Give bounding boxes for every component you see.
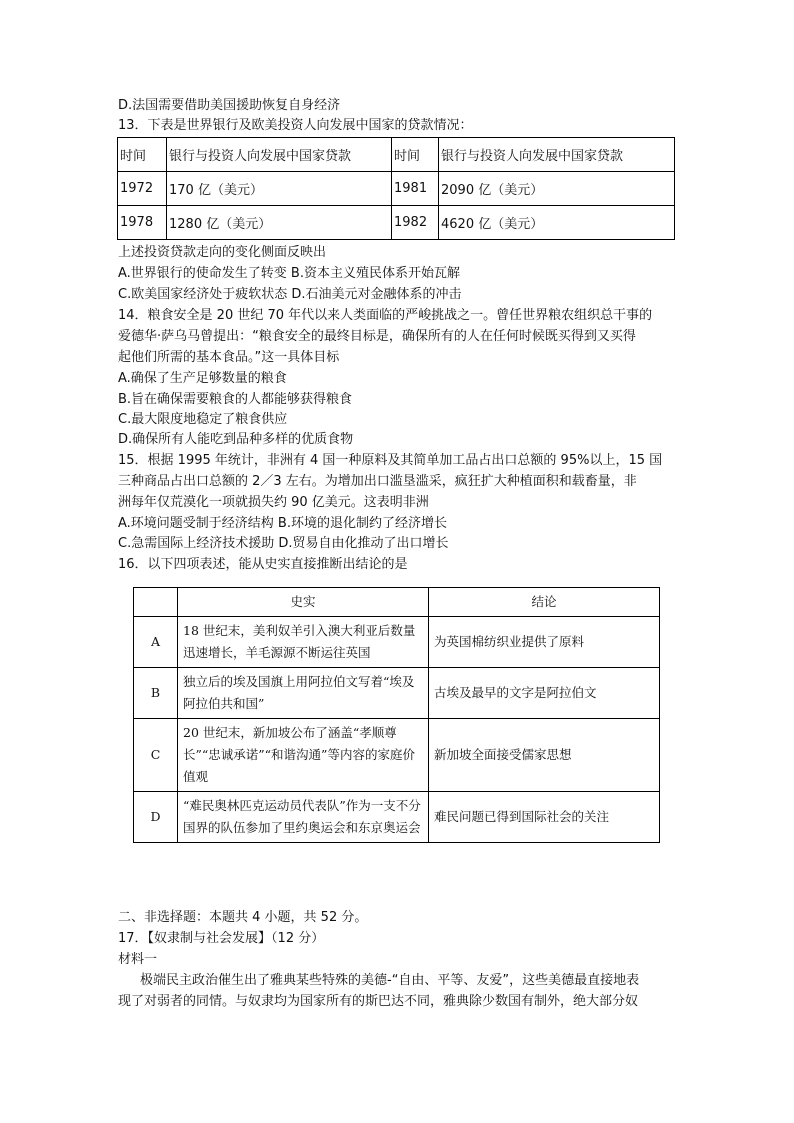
material-label: 材料一 bbox=[118, 952, 158, 967]
table-cell: 170 亿（美元） bbox=[167, 172, 392, 206]
fact-cell: 独立后的埃及国旗上用阿拉伯文写着“埃及阿拉伯共和国” bbox=[178, 668, 429, 719]
q13-options-cd: C.欧美国家经济处于疲软状态 D.石油美元对金融体系的冲击 bbox=[118, 287, 462, 302]
table-header: 时间 bbox=[392, 138, 439, 172]
table-cell: 1978 bbox=[118, 206, 167, 240]
q17-title: 17．【奴隶制与社会发展】（12 分） bbox=[118, 931, 325, 946]
table-header-fact: 史实 bbox=[178, 588, 429, 617]
q13-question: 上述投资贷款走向的变化侧面反映出 bbox=[118, 245, 327, 260]
row-letter: D bbox=[134, 792, 178, 843]
table-header-conclusion: 结论 bbox=[429, 588, 660, 617]
table-row bbox=[134, 719, 660, 792]
conclusion-cell: 难民问题已得到国际社会的关注 bbox=[429, 792, 660, 843]
q14-stem-line2: 爱德华·萨乌马曾提出：“粮食安全的最终目标是，确保所有的人在任何时候既买得到又买得 bbox=[118, 329, 636, 344]
q15-stem-line2: 三种商品占出口总额的 2／3 左右。为增加出口滥垦滥采，疯狂扩大种植面积和载畜量，非 bbox=[118, 474, 637, 489]
fact-cell: 20 世纪末，新加坡公布了涵盖“孝顺尊长”“忠诚承诺”“和谐沟通”等内容的家庭价值观 bbox=[178, 719, 429, 792]
q14-option-d: D.确保所有人能吃到品种多样的优质食物 bbox=[118, 432, 354, 447]
q15-stem-line3: 洲每年仅荒漠化一项就损失约 90 亿美元。这表明非洲 bbox=[118, 495, 429, 510]
q14-stem-line1: 14．粮食安全是 20 世纪 70 年代以来人类面临的严峻挑战之一。曾任世界粮农组织总干事的 bbox=[118, 308, 653, 323]
table-header-row bbox=[118, 138, 675, 172]
table-header-blank bbox=[134, 588, 178, 617]
q13-options-ab: A.世界银行的使命发生了转变 B.资本主义殖民体系开始瓦解 bbox=[118, 266, 460, 281]
table-header: 银行与投资人向发展中国家贷款 bbox=[439, 138, 675, 172]
q14-stem-line3: 起他们所需的基本食品。”这一具体目标 bbox=[118, 350, 340, 365]
q14-option-c: C.最大限度地稳定了粮食供应 bbox=[118, 412, 288, 427]
table-cell: 1981 bbox=[392, 172, 439, 206]
table-cell: 4620 亿（美元） bbox=[439, 206, 675, 240]
row-letter: C bbox=[134, 719, 178, 792]
conclusion-cell: 古埃及最早的文字是阿拉伯文 bbox=[429, 668, 660, 719]
row-letter: B bbox=[134, 668, 178, 719]
q12-option-d: D.法国需要借助美国援助恢复自身经济 bbox=[118, 98, 341, 113]
q15-options-ab: A.环境问题受制于经济结构 B.环境的退化制约了经济增长 bbox=[118, 516, 447, 531]
q15-stem-line1: 15．根据 1995 年统计，非洲有 4 国一种原料及其简单加工品占出口总额的 95%以上，15 国 bbox=[118, 453, 663, 468]
q14-option-a: A.确保了生产足够数量的粮食 bbox=[118, 371, 287, 386]
table-header-row bbox=[134, 588, 660, 617]
table-header: 银行与投资人向发展中国家贷款 bbox=[167, 138, 392, 172]
table-cell: 1982 bbox=[392, 206, 439, 240]
conclusion-cell: 为英国棉纺织业提供了原料 bbox=[429, 617, 660, 668]
section-heading: 二、非选择题：本题共 4 小题，共 52 分。 bbox=[118, 910, 368, 925]
row-letter: A bbox=[134, 617, 178, 668]
table-row bbox=[134, 792, 660, 843]
q16-stem: 16．以下四项表述，能从史实直接推断出结论的是 bbox=[118, 557, 408, 572]
fact-cell: 18 世纪末，美利奴羊引入澳大利亚后数量迅速增长，羊毛源源不断运往英国 bbox=[178, 617, 429, 668]
table-row bbox=[118, 206, 675, 240]
table-row bbox=[134, 617, 660, 668]
q15-options-cd: C.急需国际上经济技术援助 D.贸易自由化推动了出口增长 bbox=[118, 536, 449, 551]
table-cell: 1972 bbox=[118, 172, 167, 206]
table-cell: 1280 亿（美元） bbox=[167, 206, 392, 240]
table-header: 时间 bbox=[118, 138, 167, 172]
paragraph-line: 现了对弱者的同情。与奴隶均为国家所有的斯巴达不同，雅典除少数国有制外，绝大部分奴 bbox=[118, 994, 639, 1009]
q13-stem: 13．下表是世界银行及欧美投资人向发展中国家的贷款情况： bbox=[118, 118, 473, 133]
paragraph-line: 极端民主政治催生出了雅典某些特殊的美德-“自由、平等、友爱”，这些美德最直接地表 bbox=[140, 973, 640, 988]
conclusion-cell: 新加坡全面接受儒家思想 bbox=[429, 719, 660, 792]
q16-fact-table bbox=[133, 587, 660, 843]
q14-option-b: B.旨在确保需要粮食的人都能够获得粮食 bbox=[118, 392, 353, 407]
table-cell: 2090 亿（美元） bbox=[439, 172, 675, 206]
table-row bbox=[118, 172, 675, 206]
fact-cell: “难民奥林匹克运动员代表队”作为一支不分国界的队伍参加了里约奥运会和东京奥运会 bbox=[178, 792, 429, 843]
q13-loan-table bbox=[117, 137, 675, 240]
table-row bbox=[134, 668, 660, 719]
